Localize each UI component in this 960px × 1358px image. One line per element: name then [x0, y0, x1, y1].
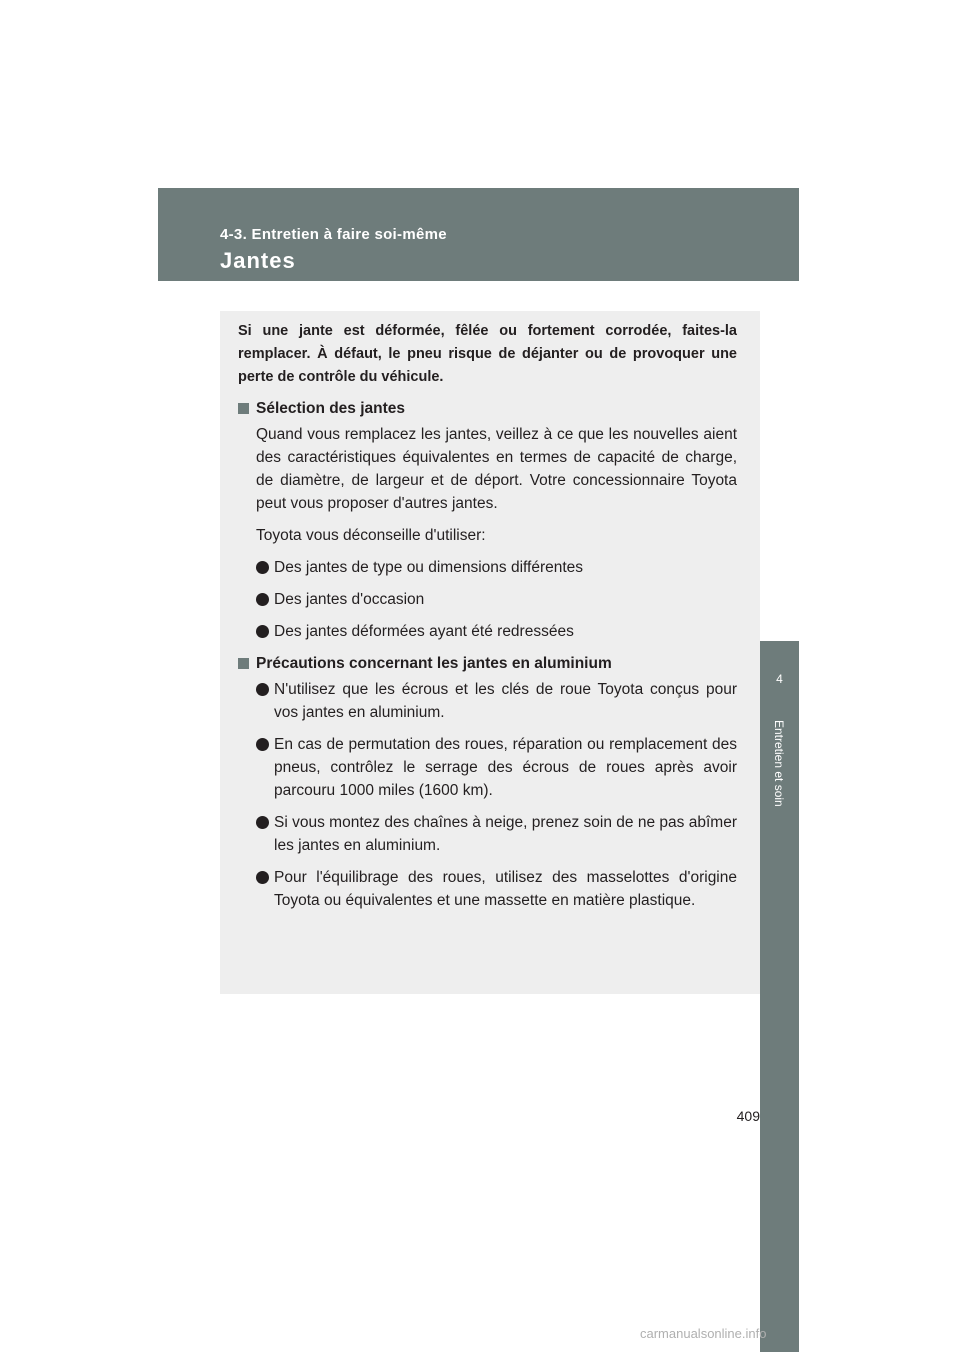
list-item: [256, 678, 737, 724]
intro-warning: Si une jante est déformée, fêlée ou fortement corrodée, faites-la remplacer. À défaut, le pneu risque de déjanter ou de provoquer une perte de contrôle du véhicule.: [238, 323, 737, 385]
list-item: [256, 811, 737, 857]
list-item: [256, 588, 737, 611]
list-item: [256, 866, 737, 912]
list-item: [256, 620, 737, 643]
page-title: Jantes: [220, 248, 296, 273]
chapter-number: 4: [776, 672, 783, 686]
list-item-text: Des jantes de type ou dimensions différentes: [274, 559, 584, 576]
list-item-text: En cas de permutation des roues, réparation ou remplacement des pneus, contrôlez le serrage des écrous de roues après avoir parcouru 1000 miles (1600 km).: [274, 736, 737, 799]
section-heading-text: Sélection des jantes: [256, 400, 406, 417]
section-label: 4-3. Entretien à faire soi-même: [220, 226, 447, 243]
paragraph: Quand vous remplacez les jantes, veillez à ce que les nouvelles aient des caractéristiques équivalentes en termes de capacité de charge, de diamètre, de largeur et de déport. Votre concessionnaire Toyota peut vous proposer d'autres jantes.: [256, 426, 737, 512]
square-bullet-icon: [238, 403, 249, 414]
bullet-dot-icon: [256, 871, 269, 884]
paragraph: Toyota vous déconseille d'utiliser:: [256, 527, 486, 544]
page-number: 409: [736, 1108, 760, 1124]
chapter-title: Entretien et soin: [772, 720, 786, 807]
list-item-text: Pour l'équilibrage des roues, utilisez des masselottes d'origine Toyota ou équivalentes et une massette en matière plastique.: [274, 869, 737, 909]
watermark: carmanualsonline.info: [640, 1326, 767, 1341]
section-heading-text: Précautions concernant les jantes en aluminium: [256, 655, 612, 672]
bullet-dot-icon: [256, 625, 269, 638]
bullet-dot-icon: [256, 561, 269, 574]
bullet-dot-icon: [256, 816, 269, 829]
list-item-text: Des jantes d'occasion: [274, 591, 425, 608]
list-item: [256, 733, 737, 802]
list-item-text: N'utilisez que les écrous et les clés de roue Toyota conçus pour vos jantes en aluminium.: [274, 681, 737, 721]
list-item: [256, 556, 737, 579]
content-box: [220, 311, 760, 994]
bullet-dot-icon: [256, 683, 269, 696]
list-item-text: Des jantes déformées ayant été redressées: [274, 623, 574, 640]
bullet-dot-icon: [256, 738, 269, 751]
square-bullet-icon: [238, 658, 249, 669]
section-heading-aluminium: [238, 652, 737, 675]
section-heading-selection: [238, 397, 737, 420]
list-item-text: Si vous montez des chaînes à neige, prenez soin de ne pas abîmer les jantes en aluminium.: [274, 814, 737, 854]
chapter-side-tab[interactable]: [760, 641, 799, 1352]
bullet-dot-icon: [256, 593, 269, 606]
header-band: [158, 188, 799, 281]
